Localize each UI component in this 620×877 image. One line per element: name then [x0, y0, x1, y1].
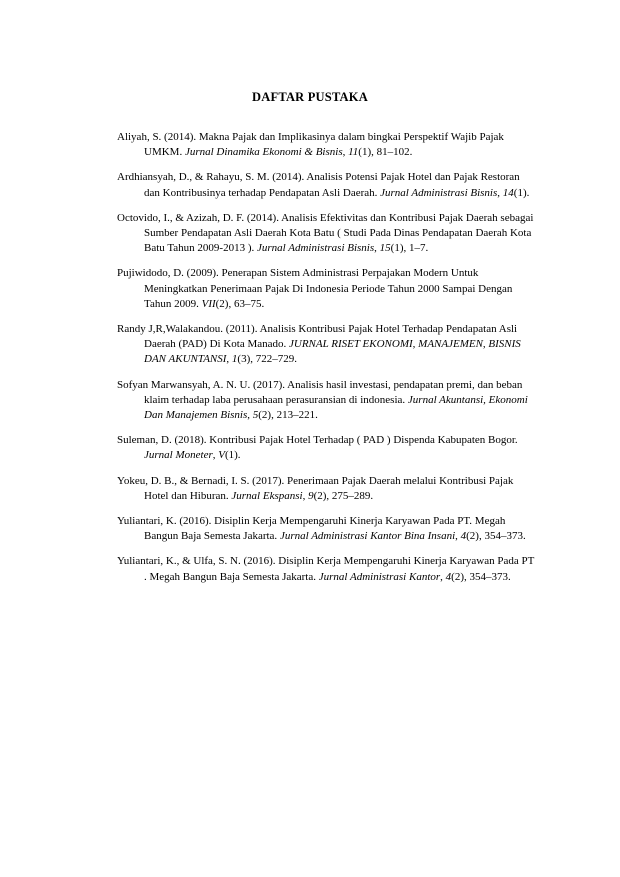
- reference-item: [117, 211, 537, 257]
- reference-volume: 11: [348, 146, 359, 159]
- reference-text: Ardhiansyah, D., & Rahayu, S. M. (2014). Analisis Potensi Pajak Hotel dan Pajak Restoran dan Kontribusinya terhadap Pendapatan Asli Daerah.: [117, 171, 520, 199]
- reference-volume: 14: [502, 186, 514, 199]
- reference-pages: (1).: [513, 186, 530, 199]
- reference-journal: Jurnal Administrasi Kantor Bina Insani: [279, 530, 456, 543]
- reference-sep: ,: [226, 353, 232, 366]
- reference-text: Octovido, I., & Azizah, D. F. (2014). Analisis Efektivitas dan Kontribusi Pajak Daerah sebagai Sumber Pendapatan Asli Daerah Kota Batu ( Studi Pada Dinas Pendapatan Daerah Kota Batu Tahun 2009-2013 ).: [117, 211, 534, 255]
- reference-pages: (1), 1–7.: [390, 242, 429, 255]
- reference-item: [117, 514, 537, 544]
- reference-journal: Jurnal Dinamika Ekonomi & Bisnis: [184, 146, 343, 159]
- reference-volume: 15: [379, 242, 391, 255]
- reference-sep: ,: [302, 489, 309, 502]
- reference-volume: VII: [201, 297, 216, 310]
- reference-text: Yuliantari, K., & Ulfa, S. N. (2016). Disiplin Kerja Mempengaruhi Kinerja Karyawan Pada PT . Megah Bangun Baja Semesta Jakarta.: [117, 555, 535, 583]
- reference-volume: 4: [445, 570, 452, 583]
- reference-pages: (2), 354–373.: [466, 530, 526, 543]
- reference-text: Aliyah, S. (2014). Makna Pajak dan Implikasinya dalam bingkai Perspektif Wajib Pajak UMKM.: [117, 131, 504, 159]
- reference-text: Suleman, D. (2018). Kontribusi Pajak Hotel Terhadap ( PAD ) Dispenda Kabupaten Bogor.: [117, 434, 518, 447]
- reference-text: Randy J,R,Walakandou. (2011). Analisis Kontribusi Pajak Hotel Terhadap Pendapatan Asli Daerah (PAD) Di Kota Manado.: [117, 323, 518, 351]
- reference-sep: ,: [342, 146, 349, 159]
- reference-sep: ,: [455, 530, 461, 543]
- reference-journal: Jurnal Administrasi Bisnis: [380, 186, 498, 199]
- reference-item: [117, 378, 537, 424]
- reference-volume: V: [218, 449, 225, 462]
- reference-text: Sofyan Marwansyah, A. N. U. (2017). Analisis hasil investasi, pendapatan premi, dan beban klaim terhadap laba perusahaan perasuransian di indonesia.: [117, 378, 523, 406]
- reference-journal: JURNAL RISET EKONOMI, MANAJEMEN, BISNIS DAN AKUNTANSI: [144, 338, 521, 366]
- reference-pages: (2), 213–221.: [258, 409, 318, 422]
- reference-text: Yokeu, D. B., & Bernadi, I. S. (2017). Penerimaan Pajak Daerah melalui Kontribusi Pajak Hotel dan Hiburan.: [117, 474, 514, 502]
- reference-item: [117, 130, 537, 160]
- reference-journal: Jurnal Administrasi Bisnis: [257, 242, 375, 255]
- reference-pages: (2), 275–289.: [313, 489, 374, 502]
- reference-text: Pujiwidodo, D. (2009). Penerapan Sistem Administrasi Perpajakan Modern Untuk Meningkatkan Penerimaan Pajak Di Indonesia Periode Tahun 2000 Sampai Dengan Tahun 2009.: [117, 267, 513, 310]
- reference-journal: Jurnal Administrasi Kantor: [318, 570, 441, 583]
- reference-item: [117, 433, 537, 463]
- reference-pages: (1).: [224, 449, 241, 462]
- reference-sep: ,: [374, 242, 380, 255]
- reference-item: [117, 322, 537, 368]
- reference-volume: 1: [231, 353, 238, 366]
- reference-journal: Jurnal Ekspansi: [231, 489, 303, 502]
- reference-item: [117, 474, 537, 504]
- reference-item: [117, 170, 537, 200]
- reference-sep: ,: [247, 409, 253, 422]
- reference-pages: (1), 81–102.: [358, 146, 413, 159]
- reference-sep: ,: [212, 449, 219, 462]
- reference-volume: 9: [308, 489, 314, 502]
- reference-journal: Jurnal Akuntansi, Ekonomi Dan Manajemen Bisnis: [144, 393, 528, 422]
- reference-sep: ,: [497, 186, 503, 199]
- reference-sep: ,: [440, 570, 446, 583]
- reference-volume: 5: [252, 409, 259, 422]
- reference-item: [117, 266, 537, 312]
- reference-list: [117, 130, 537, 595]
- reference-pages: (2), 354–373.: [451, 570, 511, 583]
- reference-text: Yuliantari, K. (2016). Disiplin Kerja Mempengaruhi Kinerja Karyawan Pada PT. Megah Bangun Baja Semesta Jakarta.: [117, 515, 506, 543]
- reference-journal: Jurnal Moneter: [144, 449, 213, 462]
- reference-pages: (2), 63–75.: [215, 297, 265, 310]
- page-title: DAFTAR PUSTAKA: [252, 90, 368, 104]
- reference-item: [117, 554, 537, 584]
- reference-volume: 4: [460, 530, 467, 543]
- reference-pages: (3), 722–729.: [237, 353, 297, 366]
